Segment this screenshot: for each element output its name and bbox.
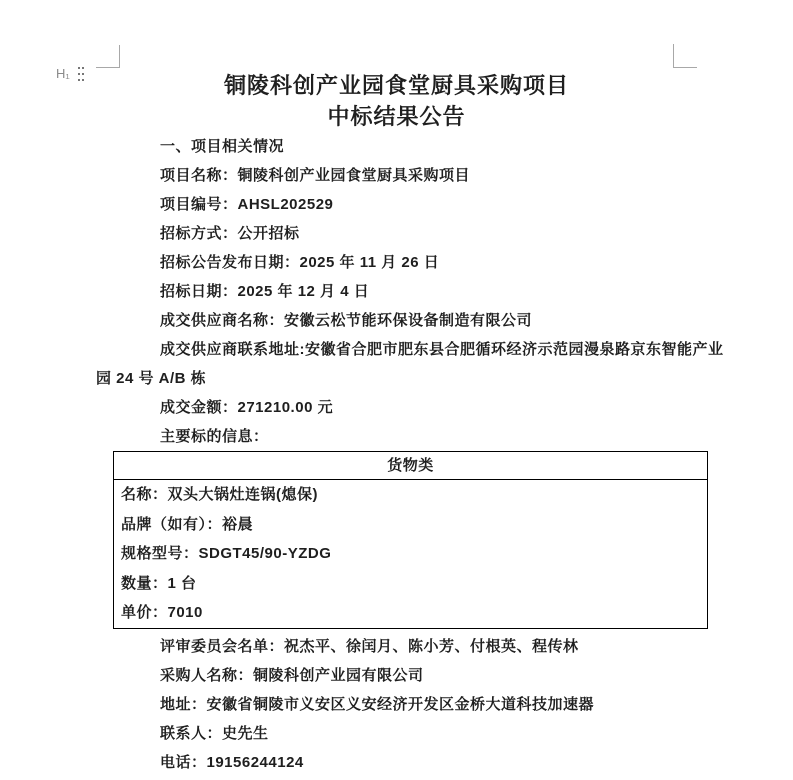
paragraph: 招标方式：公开招标 [160, 225, 300, 242]
paragraph: 电话：19156244124 [160, 753, 304, 771]
paragraph: 评审委员会名单：祝杰平、徐闰月、陈小芳、付根英、程传林 [160, 637, 579, 655]
paragraph: 成交供应商名称：安徽云松节能环保设备制造有限公司 [160, 312, 533, 329]
paragraph: 园 24 号 A/B 栋 [96, 370, 207, 387]
paragraph: 招标日期：2025 年 12 月 4 日 [160, 283, 370, 300]
paragraph: 项目名称：铜陵科创产业园食堂厨具采购项目 [160, 167, 471, 184]
table-row: 名称：双头大锅灶连锅(熄保) [121, 486, 318, 503]
section-project-info [96, 132, 724, 451]
drag-handle-icon[interactable] [76, 64, 86, 84]
goods-table-body [114, 480, 707, 628]
table-row: 单价：7010 [121, 604, 203, 621]
heading-level-marker[interactable]: H₁ [56, 66, 70, 81]
document-title-line1: 铜陵科创产业园食堂厨具采购项目 [223, 73, 569, 98]
table-row: 规格型号：SDGT45/90-YZDG [121, 545, 332, 562]
paragraph: 主要标的信息： [160, 428, 269, 445]
text-boundary-mark-top-left [96, 45, 120, 68]
margin-tools [56, 64, 86, 84]
paragraph: 联系人：史先生 [160, 724, 269, 742]
paragraph: 项目编号：AHSL202529 [160, 196, 334, 213]
paragraph: 采购人名称：铜陵科创产业园有限公司 [160, 666, 424, 684]
document-title-line2: 中标结果公告 [327, 104, 466, 129]
paragraph: 一、项目相关情况 [160, 138, 285, 155]
goods-table [113, 451, 708, 629]
paragraph: 成交金额：271210.00 元 [160, 399, 334, 416]
text-boundary-mark-top-right [673, 44, 697, 68]
section-purchaser-info [96, 632, 697, 777]
paragraph: 招标公告发布日期：2025 年 11 月 26 日 [160, 254, 440, 271]
paragraph: 地址：安徽省铜陵市义安区义安经济开发区金桥大道科技加速器 [160, 695, 595, 713]
paragraph: 成交供应商联系地址:安徽省合肥市肥东县合肥循环经济示范园漫泉路京东智能产业 [160, 341, 724, 358]
goods-table-header: 货物类 [114, 452, 707, 480]
document-body [96, 132, 724, 777]
table-row: 数量：1 台 [121, 574, 197, 592]
table-row: 品牌（如有）：裕晨 [121, 515, 254, 533]
